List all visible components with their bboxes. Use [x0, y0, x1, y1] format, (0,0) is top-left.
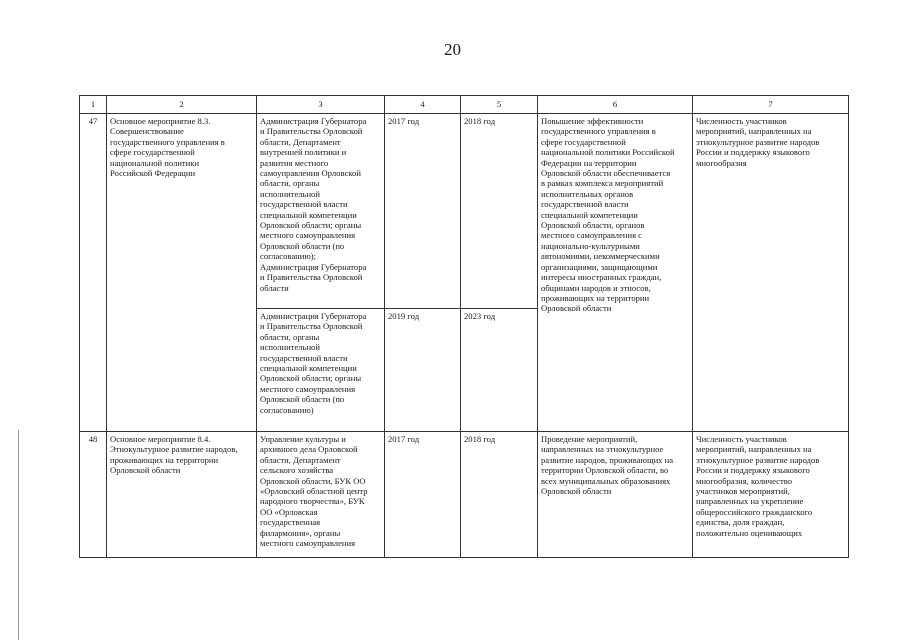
start-year-cell: 2019 год: [385, 309, 461, 432]
indicator-cell: Численность участников мероприятий, направленных на этнокультурное развитие народов России и поддержку языкового многообразия: [693, 114, 849, 432]
activities-table: [79, 95, 849, 558]
column-header: 5: [461, 96, 538, 114]
executor-cell: Управление культуры и архивного дела Орловской области, Департамент сельского хозяйства Орловской области, БУК ОО «Орловский областной центр народного творчества», БУК ОО «Орловская государственная филармония», органы местного самоуправления: [257, 432, 385, 558]
scan-edge-line: [18, 430, 19, 640]
column-header: 3: [257, 96, 385, 114]
expected-result-cell: Проведение мероприятий, направленных на этнокультурное развитие народов, проживающих на территории Орловской области, во всех муниципальных образованиях Орловской области: [538, 432, 693, 558]
row-number: 48: [80, 432, 107, 558]
page-number: 20: [444, 40, 461, 59]
end-year-cell: 2018 год: [461, 432, 538, 558]
column-header: 7: [693, 96, 849, 114]
table-row: [80, 432, 849, 558]
measure-cell: Основное мероприятие 8.4. Этнокультурное развитие народов, проживающих на территории Орловской области: [107, 432, 257, 558]
measure-cell: Основное мероприятие 8.3. Совершенствование государственного управления в сфере государственной национальной политики Российской Федерации: [107, 114, 257, 432]
end-year-cell: 2023 год: [461, 309, 538, 432]
row-number: 47: [80, 114, 107, 432]
executor-cell: Администрация Губернатора и Правительства Орловской области, Департамент внутренней политики и развития местного самоуправления Орловской области, органы исполнительной государственной власти специальной компетенции Орловской области; органы местного самоуправления Орловской области (по согласованию); Администрация Губернатора и Правительства Орловской области: [257, 114, 385, 309]
column-header: 2: [107, 96, 257, 114]
column-header: 1: [80, 96, 107, 114]
executor-cell: Администрация Губернатора и Правительства Орловской области, органы исполнительной государственной власти специальной компетенции Орловской области; органы местного самоуправления Орловской области (по согласованию): [257, 309, 385, 432]
start-year-cell: 2017 год: [385, 114, 461, 309]
indicator-cell: Численность участников мероприятий, направленных на этнокультурное развитие народов России и поддержку языкового многообразия, количество участников мероприятий, направленных на укрепление общероссийского гражданского единства, доля граждан, положительно оценивающих: [693, 432, 849, 558]
column-header: 4: [385, 96, 461, 114]
expected-result-cell: Повышение эффективности государственного управления в сфере государственной национальной политики Российской Федерации на территории Орловской области обеспечивается в рамках комплекса мероприятий исполнительных органов государственной власти специальной компетенции Орловской области, органов местного самоуправления с национально-культурными автономиями, некоммерческими организациями, защищающими интересы иностранных граждан, общинами народов и этносов, проживающих на территории Орловской области: [538, 114, 693, 432]
start-year-cell: 2017 год: [385, 432, 461, 558]
table-header-row: [80, 96, 849, 114]
end-year-cell: 2018 год: [461, 114, 538, 309]
column-header: 6: [538, 96, 693, 114]
table-row: [80, 114, 849, 309]
